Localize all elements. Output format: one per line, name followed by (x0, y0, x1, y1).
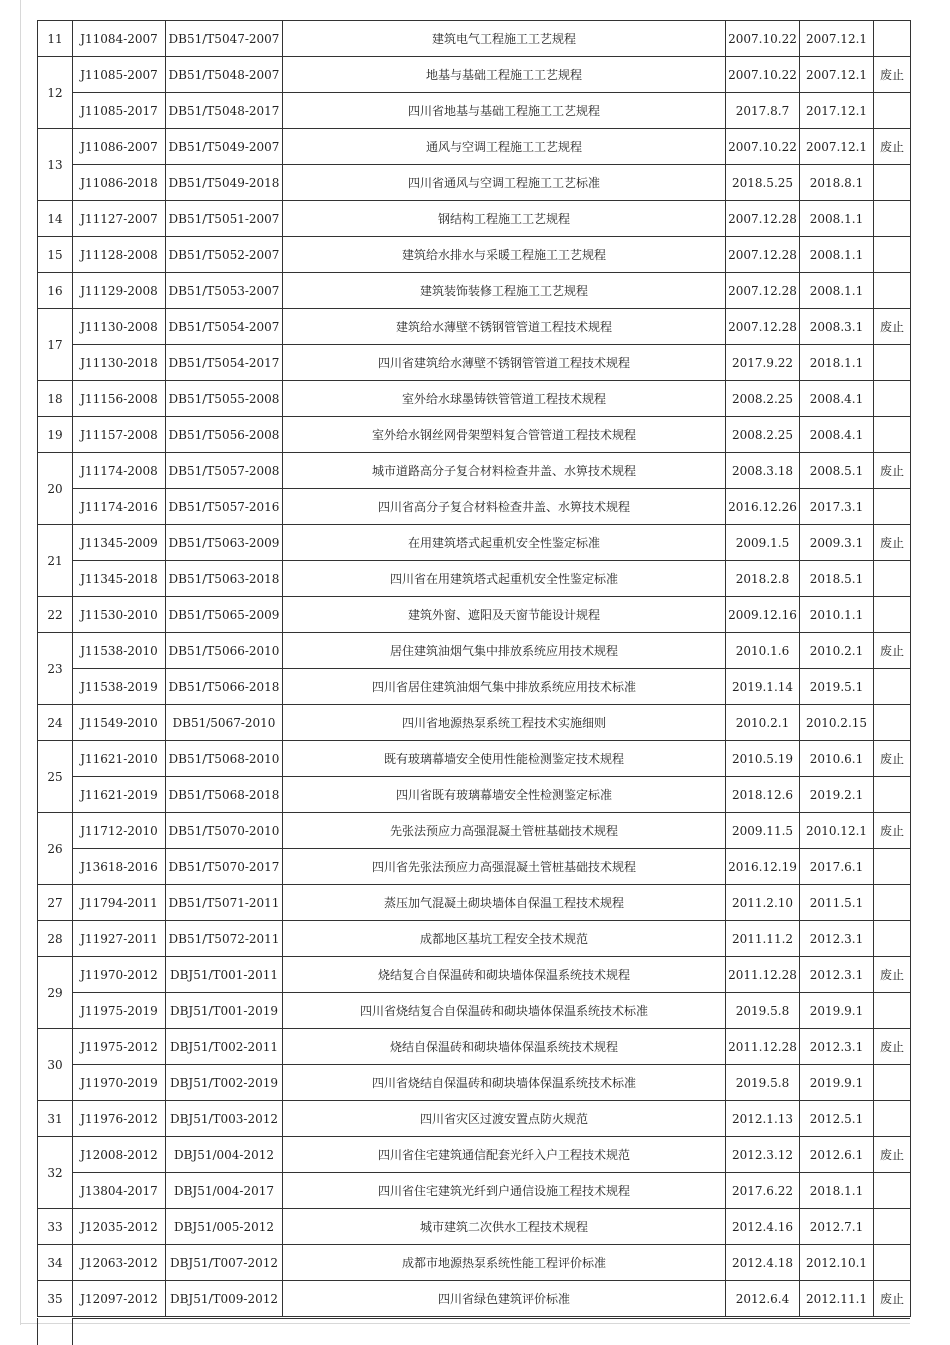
standard-code-cell: DB51/T5066-2018 (166, 669, 283, 705)
effective-date-cell: 2019.5.1 (800, 669, 874, 705)
table-row (38, 1065, 911, 1101)
remark-cell: 废止 (874, 1137, 911, 1173)
approval-date-cell: 2007.10.22 (726, 129, 800, 165)
standard-name-cell: 建筑电气工程施工工艺规程 (283, 21, 726, 57)
effective-date-cell: 2008.1.1 (800, 201, 874, 237)
effective-date-cell: 2010.2.1 (800, 633, 874, 669)
standard-code-cell: DB51/T5052-2007 (166, 237, 283, 273)
table-row (38, 813, 911, 849)
standard-name-cell: 四川省住宅建筑通信配套光纤入户工程技术规范 (283, 1137, 726, 1173)
record-number-cell: J11127-2007 (73, 201, 166, 237)
approval-date-cell: 2012.6.4 (726, 1281, 800, 1317)
standard-name-cell: 地基与基础工程施工工艺规程 (283, 57, 726, 93)
remark-cell (874, 1245, 911, 1281)
standard-name-cell: 城市道路高分子复合材料检查井盖、水箅技术规程 (283, 453, 726, 489)
serial-number-cell: 30 (38, 1029, 73, 1101)
table-row (38, 921, 911, 957)
serial-number-cell: 33 (38, 1209, 73, 1245)
approval-date-cell: 2019.1.14 (726, 669, 800, 705)
table-continuation-line (37, 1318, 38, 1345)
serial-number-cell: 23 (38, 633, 73, 705)
standard-code-cell: DB51/T5072-2011 (166, 921, 283, 957)
table-row (38, 21, 911, 57)
standard-name-cell: 建筑外窗、遮阳及天窗节能设计规程 (283, 597, 726, 633)
table-row (38, 417, 911, 453)
serial-number-cell: 31 (38, 1101, 73, 1137)
approval-date-cell: 2007.12.28 (726, 201, 800, 237)
record-number-cell: J13804-2017 (73, 1173, 166, 1209)
table-row (38, 1101, 911, 1137)
effective-date-cell: 2008.1.1 (800, 237, 874, 273)
effective-date-cell: 2008.5.1 (800, 453, 874, 489)
effective-date-cell: 2011.5.1 (800, 885, 874, 921)
table-row (38, 237, 911, 273)
serial-number-cell: 17 (38, 309, 73, 381)
approval-date-cell: 2007.12.28 (726, 237, 800, 273)
remark-cell (874, 597, 911, 633)
record-number-cell: J13618-2016 (73, 849, 166, 885)
standards-table-body (38, 21, 911, 1317)
standard-code-cell: DB51/T5063-2009 (166, 525, 283, 561)
approval-date-cell: 2018.12.6 (726, 777, 800, 813)
record-number-cell: J11970-2019 (73, 1065, 166, 1101)
table-continuation-line (72, 1318, 910, 1319)
standard-code-cell: DB51/T5063-2018 (166, 561, 283, 597)
serial-number-cell: 34 (38, 1245, 73, 1281)
serial-number-cell: 28 (38, 921, 73, 957)
approval-date-cell: 2010.2.1 (726, 705, 800, 741)
record-number-cell: J12063-2012 (73, 1245, 166, 1281)
approval-date-cell: 2017.6.22 (726, 1173, 800, 1209)
serial-number-cell: 19 (38, 417, 73, 453)
table-row (38, 1173, 911, 1209)
standard-name-cell: 四川省居住建筑油烟气集中排放系统应用技术标准 (283, 669, 726, 705)
remark-cell: 废止 (874, 1281, 911, 1317)
standard-name-cell: 通风与空调工程施工工艺规程 (283, 129, 726, 165)
table-row (38, 1029, 911, 1065)
remark-cell (874, 849, 911, 885)
record-number-cell: J11549-2010 (73, 705, 166, 741)
serial-number-cell: 12 (38, 57, 73, 129)
approval-date-cell: 2008.3.18 (726, 453, 800, 489)
serial-number-cell: 15 (38, 237, 73, 273)
standard-code-cell: DB51/T5070-2017 (166, 849, 283, 885)
standard-code-cell: DB51/T5048-2017 (166, 93, 283, 129)
standard-code-cell: DBJ51/005-2012 (166, 1209, 283, 1245)
record-number-cell: J12035-2012 (73, 1209, 166, 1245)
table-row (38, 201, 911, 237)
standard-name-cell: 钢结构工程施工工艺规程 (283, 201, 726, 237)
serial-number-cell: 35 (38, 1281, 73, 1317)
standard-code-cell: DBJ51/T003-2012 (166, 1101, 283, 1137)
table-row (38, 381, 911, 417)
effective-date-cell: 2007.12.1 (800, 21, 874, 57)
record-number-cell: J11174-2016 (73, 489, 166, 525)
remark-cell (874, 165, 911, 201)
table-row (38, 129, 911, 165)
effective-date-cell: 2017.6.1 (800, 849, 874, 885)
approval-date-cell: 2012.3.12 (726, 1137, 800, 1173)
standard-name-cell: 四川省绿色建筑评价标准 (283, 1281, 726, 1317)
standard-name-cell: 四川省先张法预应力高强混凝土管桩基础技术规程 (283, 849, 726, 885)
record-number-cell: J11794-2011 (73, 885, 166, 921)
table-row (38, 453, 911, 489)
remark-cell: 废止 (874, 741, 911, 777)
serial-number-cell: 22 (38, 597, 73, 633)
standard-code-cell: DBJ51/004-2012 (166, 1137, 283, 1173)
record-number-cell: J11530-2010 (73, 597, 166, 633)
effective-date-cell: 2012.3.1 (800, 957, 874, 993)
serial-number-cell: 11 (38, 21, 73, 57)
serial-number-cell: 13 (38, 129, 73, 201)
table-row (38, 273, 911, 309)
standard-code-cell: DB51/T5068-2018 (166, 777, 283, 813)
table-row (38, 57, 911, 93)
remark-cell: 废止 (874, 957, 911, 993)
remark-cell (874, 1173, 911, 1209)
serial-number-cell: 24 (38, 705, 73, 741)
table-row (38, 993, 911, 1029)
remark-cell (874, 1209, 911, 1245)
remark-cell: 废止 (874, 453, 911, 489)
serial-number-cell: 21 (38, 525, 73, 597)
record-number-cell: J11174-2008 (73, 453, 166, 489)
standard-name-cell: 四川省地基与基础工程施工工艺规程 (283, 93, 726, 129)
standard-name-cell: 成都地区基坑工程安全技术规范 (283, 921, 726, 957)
record-number-cell: J11130-2018 (73, 345, 166, 381)
remark-cell (874, 21, 911, 57)
standard-code-cell: DB51/T5048-2007 (166, 57, 283, 93)
standard-name-cell: 建筑给水薄壁不锈钢管管道工程技术规程 (283, 309, 726, 345)
remark-cell: 废止 (874, 309, 911, 345)
effective-date-cell: 2008.1.1 (800, 273, 874, 309)
approval-date-cell: 2017.9.22 (726, 345, 800, 381)
record-number-cell: J11085-2017 (73, 93, 166, 129)
approval-date-cell: 2016.12.26 (726, 489, 800, 525)
table-row (38, 309, 911, 345)
standard-code-cell: DBJ51/T007-2012 (166, 1245, 283, 1281)
serial-number-cell: 25 (38, 741, 73, 813)
remark-cell (874, 1101, 911, 1137)
remark-cell (874, 921, 911, 957)
approval-date-cell: 2009.11.5 (726, 813, 800, 849)
remark-cell: 废止 (874, 813, 911, 849)
approval-date-cell: 2011.11.2 (726, 921, 800, 957)
record-number-cell: J11129-2008 (73, 273, 166, 309)
standard-name-cell: 既有玻璃幕墙安全使用性能检测鉴定技术规程 (283, 741, 726, 777)
approval-date-cell: 2007.10.22 (726, 57, 800, 93)
standard-name-cell: 四川省烧结复合自保温砖和砌块墙体保温系统技术标准 (283, 993, 726, 1029)
effective-date-cell: 2017.12.1 (800, 93, 874, 129)
approval-date-cell: 2008.2.25 (726, 381, 800, 417)
record-number-cell: J11621-2019 (73, 777, 166, 813)
standard-code-cell: DB51/T5057-2016 (166, 489, 283, 525)
table-row (38, 777, 911, 813)
standard-code-cell: DB51/T5066-2010 (166, 633, 283, 669)
record-number-cell: J11084-2007 (73, 21, 166, 57)
standard-code-cell: DB51/T5053-2007 (166, 273, 283, 309)
effective-date-cell: 2008.4.1 (800, 381, 874, 417)
standard-code-cell: DB51/T5051-2007 (166, 201, 283, 237)
remark-cell (874, 237, 911, 273)
approval-date-cell: 2007.12.28 (726, 273, 800, 309)
record-number-cell: J11538-2019 (73, 669, 166, 705)
standard-name-cell: 室外给水钢丝网骨架塑料复合管管道工程技术规程 (283, 417, 726, 453)
effective-date-cell: 2012.3.1 (800, 921, 874, 957)
standard-code-cell: DB51/T5049-2007 (166, 129, 283, 165)
effective-date-cell: 2012.11.1 (800, 1281, 874, 1317)
effective-date-cell: 2018.5.1 (800, 561, 874, 597)
remark-cell (874, 273, 911, 309)
remark-cell (874, 417, 911, 453)
remark-cell (874, 777, 911, 813)
table-row (38, 345, 911, 381)
record-number-cell: J11345-2018 (73, 561, 166, 597)
remark-cell: 废止 (874, 1029, 911, 1065)
effective-date-cell: 2017.3.1 (800, 489, 874, 525)
record-number-cell: J11976-2012 (73, 1101, 166, 1137)
record-number-cell: J11345-2009 (73, 525, 166, 561)
record-number-cell: J12008-2012 (73, 1137, 166, 1173)
standard-name-cell: 四川省住宅建筑光纤到户通信设施工程技术规程 (283, 1173, 726, 1209)
standard-code-cell: DB51/T5057-2008 (166, 453, 283, 489)
standard-name-cell: 建筑给水排水与采暖工程施工工艺规程 (283, 237, 726, 273)
serial-number-cell: 16 (38, 273, 73, 309)
record-number-cell: J11128-2008 (73, 237, 166, 273)
effective-date-cell: 2009.3.1 (800, 525, 874, 561)
standard-code-cell: DB51/T5054-2007 (166, 309, 283, 345)
table-row (38, 1209, 911, 1245)
approval-date-cell: 2010.1.6 (726, 633, 800, 669)
standard-code-cell: DBJ51/T002-2011 (166, 1029, 283, 1065)
standard-code-cell: DB51/T5068-2010 (166, 741, 283, 777)
approval-date-cell: 2011.2.10 (726, 885, 800, 921)
record-number-cell: J11156-2008 (73, 381, 166, 417)
table-row (38, 93, 911, 129)
approval-date-cell: 2008.2.25 (726, 417, 800, 453)
table-row (38, 561, 911, 597)
record-number-cell: J11130-2008 (73, 309, 166, 345)
standard-code-cell: DB51/T5056-2008 (166, 417, 283, 453)
standard-code-cell: DB51/T5071-2011 (166, 885, 283, 921)
serial-number-cell: 18 (38, 381, 73, 417)
serial-number-cell: 26 (38, 813, 73, 885)
effective-date-cell: 2010.12.1 (800, 813, 874, 849)
table-row (38, 669, 911, 705)
standard-name-cell: 四川省在用建筑塔式起重机安全性鉴定标准 (283, 561, 726, 597)
table-row (38, 165, 911, 201)
remark-cell (874, 93, 911, 129)
remark-cell: 废止 (874, 129, 911, 165)
table-row (38, 633, 911, 669)
approval-date-cell: 2010.5.19 (726, 741, 800, 777)
record-number-cell: J11086-2007 (73, 129, 166, 165)
serial-number-cell: 14 (38, 201, 73, 237)
standard-name-cell: 蒸压加气混凝土砌块墙体自保温工程技术规程 (283, 885, 726, 921)
record-number-cell: J11712-2010 (73, 813, 166, 849)
table-row (38, 849, 911, 885)
effective-date-cell: 2010.6.1 (800, 741, 874, 777)
standard-name-cell: 烧结复合自保温砖和砌块墙体保温系统技术规程 (283, 957, 726, 993)
effective-date-cell: 2010.1.1 (800, 597, 874, 633)
effective-date-cell: 2012.10.1 (800, 1245, 874, 1281)
table-row (38, 885, 911, 921)
table-row (38, 489, 911, 525)
remark-cell (874, 345, 911, 381)
effective-date-cell: 2019.2.1 (800, 777, 874, 813)
approval-date-cell: 2007.10.22 (726, 21, 800, 57)
record-number-cell: J12097-2012 (73, 1281, 166, 1317)
approval-date-cell: 2018.5.25 (726, 165, 800, 201)
approval-date-cell: 2011.12.28 (726, 957, 800, 993)
approval-date-cell: 2019.5.8 (726, 1065, 800, 1101)
remark-cell (874, 489, 911, 525)
record-number-cell: J11157-2008 (73, 417, 166, 453)
page-bottom-line (20, 1323, 910, 1324)
approval-date-cell: 2017.8.7 (726, 93, 800, 129)
standard-name-cell: 四川省通风与空调工程施工工艺标准 (283, 165, 726, 201)
record-number-cell: J11621-2010 (73, 741, 166, 777)
record-number-cell: J11975-2012 (73, 1029, 166, 1065)
remark-cell: 废止 (874, 525, 911, 561)
record-number-cell: J11975-2019 (73, 993, 166, 1029)
standard-name-cell: 四川省灾区过渡安置点防火规范 (283, 1101, 726, 1137)
effective-date-cell: 2007.12.1 (800, 129, 874, 165)
standard-code-cell: DB51/T5049-2018 (166, 165, 283, 201)
serial-number-cell: 32 (38, 1137, 73, 1209)
standard-code-cell: DB51/T5065-2009 (166, 597, 283, 633)
standard-name-cell: 成都市地源热泵系统性能工程评价标准 (283, 1245, 726, 1281)
standard-code-cell: DBJ51/T009-2012 (166, 1281, 283, 1317)
remark-cell (874, 885, 911, 921)
standard-code-cell: DB51/T5070-2010 (166, 813, 283, 849)
standard-name-cell: 四川省烧结自保温砖和砌块墙体保温系统技术标准 (283, 1065, 726, 1101)
effective-date-cell: 2012.5.1 (800, 1101, 874, 1137)
standards-table (37, 20, 911, 1317)
approval-date-cell: 2009.12.16 (726, 597, 800, 633)
effective-date-cell: 2019.9.1 (800, 993, 874, 1029)
approval-date-cell: 2012.1.13 (726, 1101, 800, 1137)
serial-number-cell: 27 (38, 885, 73, 921)
record-number-cell: J11538-2010 (73, 633, 166, 669)
remark-cell (874, 201, 911, 237)
approval-date-cell: 2019.5.8 (726, 993, 800, 1029)
remark-cell (874, 705, 911, 741)
approval-date-cell: 2018.2.8 (726, 561, 800, 597)
standard-name-cell: 建筑装饰装修工程施工工艺规程 (283, 273, 726, 309)
approval-date-cell: 2009.1.5 (726, 525, 800, 561)
page-margin-line (20, 0, 21, 1325)
standard-code-cell: DB51/T5047-2007 (166, 21, 283, 57)
effective-date-cell: 2008.3.1 (800, 309, 874, 345)
standard-name-cell: 四川省建筑给水薄壁不锈钢管管道工程技术规程 (283, 345, 726, 381)
standard-code-cell: DB51/5067-2010 (166, 705, 283, 741)
table-row (38, 1137, 911, 1173)
remark-cell (874, 1065, 911, 1101)
approval-date-cell: 2016.12.19 (726, 849, 800, 885)
standard-name-cell: 四川省既有玻璃幕墙安全性检测鉴定标准 (283, 777, 726, 813)
standard-code-cell: DBJ51/T002-2019 (166, 1065, 283, 1101)
standard-code-cell: DB51/T5054-2017 (166, 345, 283, 381)
effective-date-cell: 2010.2.15 (800, 705, 874, 741)
table-row (38, 957, 911, 993)
effective-date-cell: 2008.4.1 (800, 417, 874, 453)
table-row (38, 705, 911, 741)
table-row (38, 1281, 911, 1317)
standard-code-cell: DB51/T5055-2008 (166, 381, 283, 417)
table-continuation-line (72, 1318, 73, 1345)
approval-date-cell: 2012.4.18 (726, 1245, 800, 1281)
remark-cell (874, 561, 911, 597)
effective-date-cell: 2012.6.1 (800, 1137, 874, 1173)
record-number-cell: J11927-2011 (73, 921, 166, 957)
standard-name-cell: 烧结自保温砖和砌块墙体保温系统技术规程 (283, 1029, 726, 1065)
standard-name-cell: 在用建筑塔式起重机安全性鉴定标准 (283, 525, 726, 561)
table-row (38, 525, 911, 561)
effective-date-cell: 2018.8.1 (800, 165, 874, 201)
remark-cell (874, 669, 911, 705)
remark-cell: 废止 (874, 57, 911, 93)
remark-cell (874, 993, 911, 1029)
effective-date-cell: 2018.1.1 (800, 1173, 874, 1209)
standard-name-cell: 四川省高分子复合材料检查井盖、水箅技术规程 (283, 489, 726, 525)
approval-date-cell: 2012.4.16 (726, 1209, 800, 1245)
table-row (38, 597, 911, 633)
record-number-cell: J11085-2007 (73, 57, 166, 93)
approval-date-cell: 2011.12.28 (726, 1029, 800, 1065)
effective-date-cell: 2007.12.1 (800, 57, 874, 93)
effective-date-cell: 2012.3.1 (800, 1029, 874, 1065)
remark-cell: 废止 (874, 633, 911, 669)
standard-code-cell: DBJ51/T001-2011 (166, 957, 283, 993)
record-number-cell: J11970-2012 (73, 957, 166, 993)
remark-cell (874, 381, 911, 417)
approval-date-cell: 2007.12.28 (726, 309, 800, 345)
standard-name-cell: 四川省地源热泵系统工程技术实施细则 (283, 705, 726, 741)
standard-name-cell: 居住建筑油烟气集中排放系统应用技术规程 (283, 633, 726, 669)
effective-date-cell: 2018.1.1 (800, 345, 874, 381)
standard-name-cell: 先张法预应力高强混凝土管桩基础技术规程 (283, 813, 726, 849)
standard-code-cell: DBJ51/T001-2019 (166, 993, 283, 1029)
serial-number-cell: 29 (38, 957, 73, 1029)
effective-date-cell: 2019.9.1 (800, 1065, 874, 1101)
standard-name-cell: 室外给水球墨铸铁管管道工程技术规程 (283, 381, 726, 417)
standard-code-cell: DBJ51/004-2017 (166, 1173, 283, 1209)
standard-name-cell: 城市建筑二次供水工程技术规程 (283, 1209, 726, 1245)
table-row (38, 1245, 911, 1281)
effective-date-cell: 2012.7.1 (800, 1209, 874, 1245)
record-number-cell: J11086-2018 (73, 165, 166, 201)
table-row (38, 741, 911, 777)
serial-number-cell: 20 (38, 453, 73, 525)
